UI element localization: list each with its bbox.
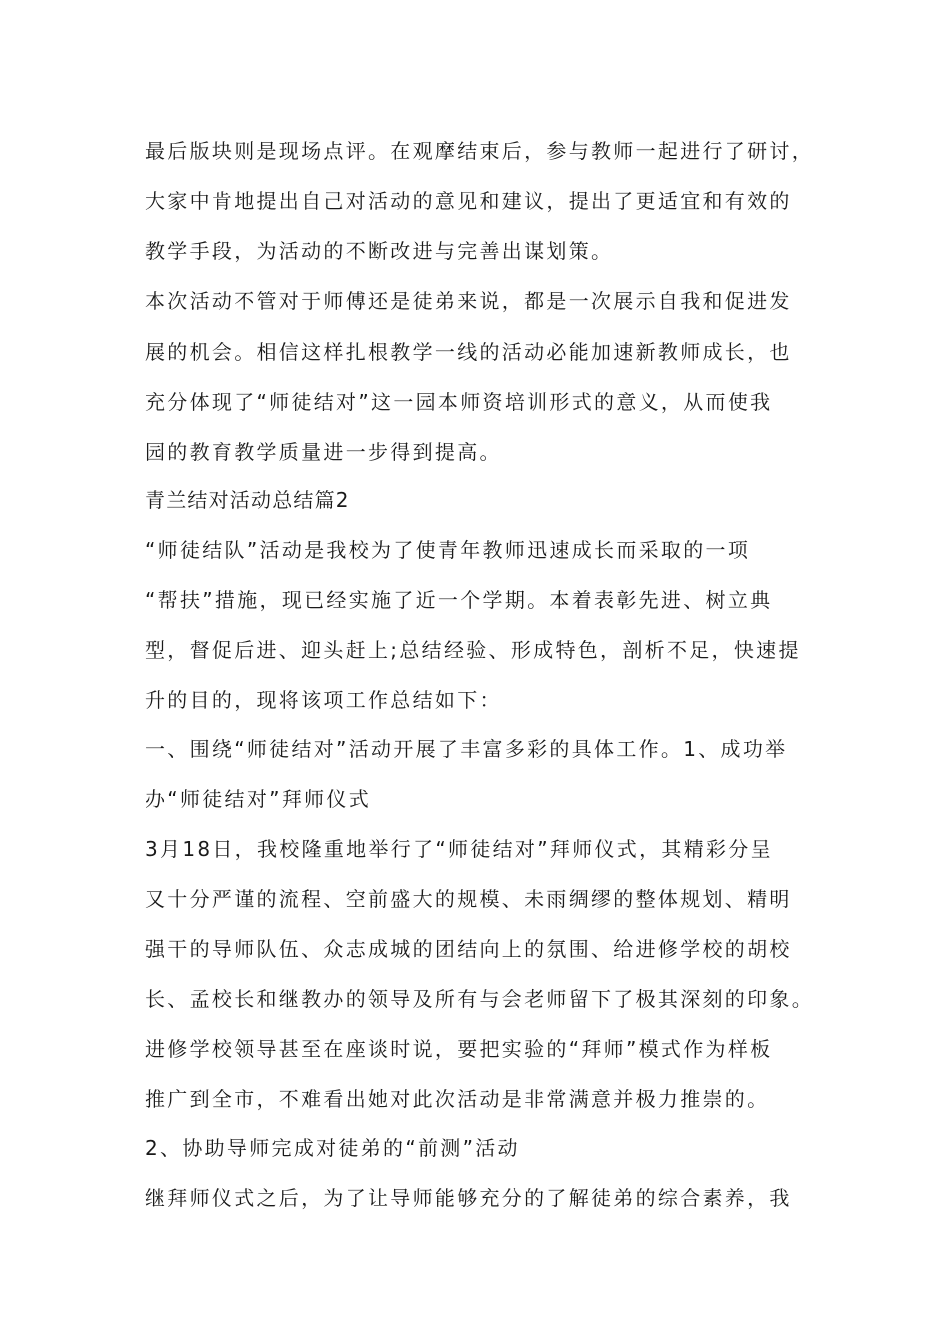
paragraph-line: 充分体现了“师徒结对”这一园本师资培训形式的意义，从而使我: [145, 390, 773, 414]
paragraph-line: 又十分严谨的流程、空前盛大的规模、未雨绸缪的整体规划、精明: [145, 887, 792, 911]
paragraph-line: “帮扶”措施，现已经实施了近一个学期。本着表彰先进、树立典: [145, 588, 773, 612]
paragraph-line: 办“师徒结对”拜师仪式: [145, 787, 372, 811]
paragraph-line: 强干的导师队伍、众志成城的团结向上的氛围、给进修学校的胡校: [145, 937, 792, 961]
paragraph-line: 最后版块则是现场点评。在观摩结束后，参与教师一起进行了研讨，: [145, 139, 814, 163]
paragraph-line: 推广到全市，不难看出她对此次活动是非常满意并极力推崇的。: [145, 1087, 770, 1111]
paragraph-line: “师徒结队”活动是我校为了使青年教师迅速成长而采取的一项: [145, 538, 751, 562]
paragraph-line: 2、协助导师完成对徒弟的“前测”活动: [145, 1136, 520, 1160]
paragraph-line: 长、孟校长和继教办的领导及所有与会老师留下了极其深刻的印象。: [145, 987, 814, 1011]
paragraph-line: 3月18日，我校隆重地举行了“师徒结对”拜师仪式，其精彩分呈: [145, 837, 773, 861]
section-heading: 青兰结对活动总结篇2: [145, 488, 350, 512]
paragraph-line: 一、围绕“师徒结对”活动开展了丰富多彩的具体工作。1、成功举: [145, 737, 788, 761]
paragraph-line: 继拜师仪式之后，为了让导师能够充分的了解徒弟的综合素养，我: [145, 1186, 792, 1210]
paragraph-line: 型，督促后进、迎头赶上;总结经验、形成特色，剖析不足，快速提: [145, 638, 801, 662]
paragraph-line: 进修学校领导甚至在座谈时说，要把实验的“拜师”模式作为样板: [145, 1037, 773, 1061]
paragraph-line: 展的机会。相信这样扎根教学一线的活动必能加速新教师成长，也: [145, 340, 792, 364]
paragraph-line: 大家中肯地提出自己对活动的意见和建议，提出了更适宜和有效的: [145, 189, 792, 213]
paragraph-line: 园的教育教学质量进一步得到提高。: [145, 440, 502, 464]
paragraph-line: 教学手段，为活动的不断改进与完善出谋划策。: [145, 239, 614, 263]
paragraph-line: 升的目的，现将该项工作总结如下：: [145, 688, 502, 712]
paragraph-line: 本次活动不管对于师傅还是徒弟来说，都是一次展示自我和促进发: [145, 289, 792, 313]
